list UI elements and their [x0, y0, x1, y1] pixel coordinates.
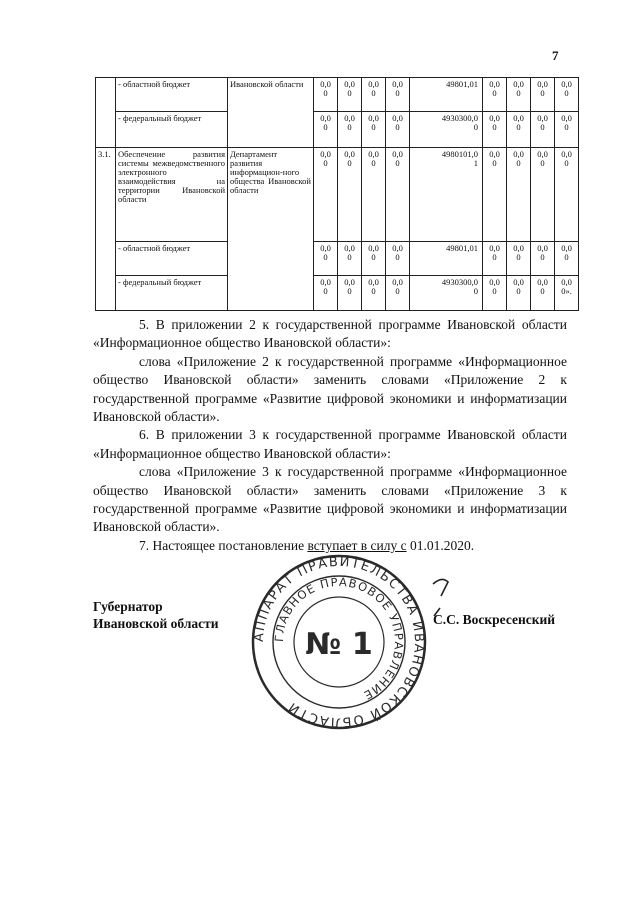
- value-cell-total: 4980101,0 1: [410, 148, 483, 242]
- paragraph-7-end: 01.01.2020.: [406, 537, 475, 553]
- signature-title-line1: Губернатор: [93, 599, 163, 614]
- value-cell: 0,0 0: [555, 242, 579, 276]
- value-cell: 0,0 0: [507, 78, 531, 112]
- value-cell: 0,0 0: [338, 78, 362, 112]
- value-cell: 0,0 0: [314, 112, 338, 148]
- value-cell-total: 49801,01: [410, 242, 483, 276]
- value-cell: 0,0 0: [362, 148, 386, 242]
- value-cell: 0,0 0: [386, 148, 410, 242]
- value-cell: 0,0 0: [338, 148, 362, 242]
- paragraph-7-underlined: вступает в силу с: [307, 537, 407, 553]
- table-row: [96, 148, 579, 242]
- value-cell: 0,0 0: [386, 242, 410, 276]
- signature-title-line2: Ивановской области: [93, 616, 219, 631]
- row-executor: Ивановской области: [228, 78, 314, 148]
- value-cell: 0,0 0: [314, 242, 338, 276]
- value-cell: 0,0 0: [483, 112, 507, 148]
- value-cell: 0,0 0: [338, 112, 362, 148]
- value-cell: 0,0 0: [314, 78, 338, 112]
- value-cell: 0,0 0: [362, 78, 386, 112]
- paragraph-7-start: 7. Настоящее постановление: [139, 537, 308, 553]
- stamp-inner-text: ГЛАВНОЕ ПРАВОВОЕ УПРАВЛЕНИЕ: [271, 574, 407, 703]
- table-row: [96, 276, 579, 311]
- value-cell: 0,0 0: [314, 148, 338, 242]
- table-row: [96, 112, 579, 148]
- value-cell: 0,0 0: [362, 276, 386, 311]
- value-cell: 0,0 0: [531, 276, 555, 311]
- value-cell: 0,0 0: [531, 78, 555, 112]
- row-name: - областной бюджет: [116, 242, 228, 276]
- row-executor: Департамент развития информацион-ного общества Ивановской области: [228, 148, 314, 311]
- row-name: Обеспечение развития системы межведомственного электронного взаимодействия на территории Ивановской области: [116, 148, 228, 242]
- value-cell: 0,0 0: [338, 276, 362, 311]
- paragraph-6: 6. В приложении 3 к государственной программе Ивановской области «Информационное общество Ивановской области»:: [93, 427, 567, 461]
- stamp-center-number: № 1: [305, 627, 373, 662]
- budget-table: [95, 77, 579, 311]
- value-cell: 0,0 0: [507, 112, 531, 148]
- value-cell: 0,0 0: [386, 276, 410, 311]
- paragraph-6-amendment: слова «Приложение 3 к государственной программе «Информационное общество Ивановской области» заменить словами «Приложение 3 к государственной программе «Развитие цифровой экономики и информатизации Ивановской области».: [93, 464, 567, 535]
- signature-name: С.С. Воскресенский: [433, 612, 556, 627]
- value-cell-total: 4930300,0 0: [410, 276, 483, 311]
- table-row: [96, 242, 579, 276]
- body-text: [93, 316, 567, 555]
- value-cell: 0,0 0: [531, 112, 555, 148]
- value-cell: 0,0 0: [362, 112, 386, 148]
- value-cell: 0,0 0: [338, 242, 362, 276]
- row-name: - областной бюджет: [116, 78, 228, 112]
- value-cell-total: 4930300,0 0: [410, 112, 483, 148]
- value-cell: 0,0 0: [555, 148, 579, 242]
- table-row: [96, 78, 579, 112]
- value-cell: 0,0 0: [362, 242, 386, 276]
- row-number: 3.1.: [96, 148, 116, 311]
- value-cell: 0,0 0: [483, 242, 507, 276]
- row-number: [96, 78, 116, 148]
- paragraph-5-amendment: слова «Приложение 2 к государственной программе «Информационное общество Ивановской области» заменить словами «Приложение 2 к государственной программе «Развитие цифровой экономики и информатизации Ивановской области».: [93, 353, 567, 425]
- value-cell: 0,0 0: [531, 148, 555, 242]
- value-cell: 0,0 0: [507, 276, 531, 311]
- stamp-outer-text: АППАРАТ ПРАВИТЕЛЬСТВА ИВАНОВСКОЙ ОБЛАСТИ: [251, 554, 427, 730]
- value-cell: 0,0 0: [555, 78, 579, 112]
- paragraph-5: 5. В приложении 2 к государственной программе Ивановской области «Информационное общество Ивановской области»:: [93, 317, 567, 351]
- row-name: - федеральный бюджет: [116, 276, 228, 311]
- value-cell: 0,0 0: [507, 242, 531, 276]
- value-cell: 0,0 0: [531, 242, 555, 276]
- official-stamp: [250, 553, 428, 731]
- value-cell: 0,0 0: [555, 112, 579, 148]
- value-cell: 0,0 0: [483, 276, 507, 311]
- value-cell: 0,0 0».: [555, 276, 579, 311]
- signature-title: [93, 598, 219, 632]
- value-cell: 0,0 0: [314, 276, 338, 311]
- page-number: 7: [552, 48, 559, 63]
- value-cell: 0,0 0: [386, 112, 410, 148]
- value-cell-total: 49801,01: [410, 78, 483, 112]
- value-cell: 0,0 0: [507, 148, 531, 242]
- value-cell: 0,0 0: [483, 78, 507, 112]
- value-cell: 0,0 0: [386, 78, 410, 112]
- value-cell: 0,0 0: [483, 148, 507, 242]
- row-name: - федеральный бюджет: [116, 112, 228, 148]
